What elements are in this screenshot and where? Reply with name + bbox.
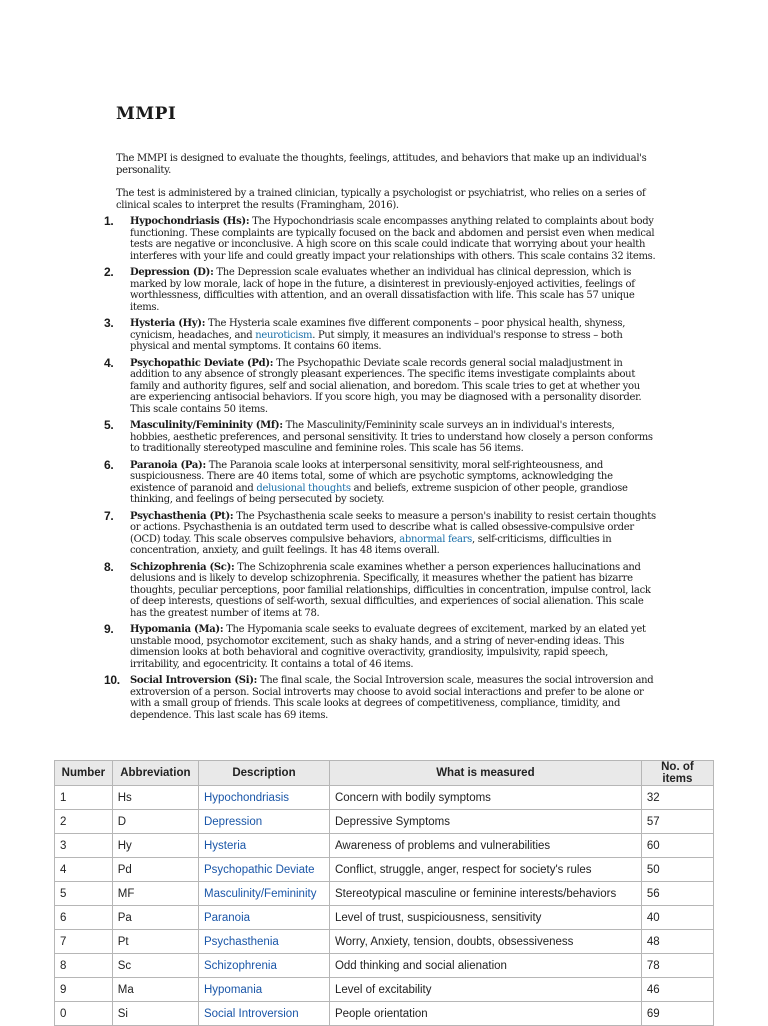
list-item-body <box>130 624 656 670</box>
list-item-body <box>130 562 656 620</box>
list-item <box>104 267 656 313</box>
cell-abbreviation: Hs <box>112 786 198 810</box>
cell-no-of-items: 48 <box>641 930 713 954</box>
cell-description[interactable]: Psychopathic Deviate <box>198 858 329 882</box>
scale-text: The Hysteria scale examines five different components – poor physical health, shyness, cynicism, headaches, and <box>130 318 626 341</box>
list-item-number: 4. <box>104 355 114 370</box>
scale-text: The Masculinity/Femininity scale surveys an in individual's interests, hobbies, aesthetic preferences, and personal sensitivity. It tries to understand how closely a person conforms to traditionally stereotyped masculine and feminine roles. This scale has 56 items. <box>130 420 653 454</box>
header-what-is-measured: What is measured <box>329 761 641 786</box>
cell-description[interactable]: Hypomania <box>198 978 329 1002</box>
cell-number: 2 <box>55 810 113 834</box>
cell-what-is-measured: Level of excitability <box>329 978 641 1002</box>
cell-description[interactable]: Depression <box>198 810 329 834</box>
scale-text: The Paranoia scale looks at interpersonal sensitivity, moral self-righteousness, and suspiciousness. There are 40 items total, some of which are psychotic symptoms, acknowledging the existence of paranoid and <box>130 459 613 494</box>
cell-description[interactable]: Schizophrenia <box>198 954 329 978</box>
cell-no-of-items: 69 <box>641 1002 713 1026</box>
scale-text: . Put simply, it measures an individual's response to stress – both physical and mental symptoms. It contains 60 items. <box>130 329 623 352</box>
cell-number: 6 <box>55 906 113 930</box>
header-number: Number <box>55 761 113 786</box>
scale-text: The Psychasthenia scale seeks to measure a person's inability to resist certain thoughts or actions. Psychasthenia is an outdated term used to describe what is called obsessive-compulsive order (OCD) today. This scale observes compulsive behaviors, <box>130 510 656 545</box>
cell-what-is-measured: Odd thinking and social alienation <box>329 954 641 978</box>
cell-what-is-measured: Concern with bodily symptoms <box>329 786 641 810</box>
cell-abbreviation: D <box>112 810 198 834</box>
list-item-body <box>130 675 656 721</box>
scale-name: Depression (D): <box>130 267 214 278</box>
table-row <box>55 786 714 810</box>
cell-number: 1 <box>55 786 113 810</box>
cell-abbreviation: Ma <box>112 978 198 1002</box>
cell-no-of-items: 60 <box>641 834 713 858</box>
list-item-number: 5. <box>104 418 114 432</box>
table-row <box>55 1002 714 1026</box>
cell-no-of-items: 50 <box>641 858 713 882</box>
cell-abbreviation: Pa <box>112 906 198 930</box>
list-item <box>104 508 656 557</box>
cell-number: 8 <box>55 954 113 978</box>
list-item-number: 10. <box>104 673 120 687</box>
table-header-row <box>55 761 714 786</box>
list-item-number: 2. <box>104 265 114 279</box>
intro-paragraph-2: The test is administered by a trained clinician, typically a psychologist or psychiatrist, who relies on a series of clinical scales to interpret the results (Framingham, 2016). <box>116 188 646 211</box>
table-row <box>55 810 714 834</box>
list-item-body <box>130 420 656 455</box>
cell-no-of-items: 56 <box>641 882 713 906</box>
scale-name: Hypomania (Ma): <box>130 624 224 635</box>
cell-number: 7 <box>55 930 113 954</box>
cell-number: 4 <box>55 858 113 882</box>
scale-list <box>104 216 656 726</box>
scale-name: Paranoia (Pa): <box>130 459 206 471</box>
scale-name: Hysteria (Hy): <box>130 318 206 329</box>
list-item-body <box>130 267 656 313</box>
scale-name: Psychasthenia (Pt): <box>130 510 234 522</box>
list-item-number: 7. <box>104 508 114 523</box>
cell-what-is-measured: Worry, Anxiety, tension, doubts, obsessiveness <box>329 930 641 954</box>
list-item-body <box>130 460 656 506</box>
cell-abbreviation: Sc <box>112 954 198 978</box>
cell-no-of-items: 78 <box>641 954 713 978</box>
cell-no-of-items: 46 <box>641 978 713 1002</box>
table-row <box>55 978 714 1002</box>
header-no-of-items: No. of items <box>641 761 713 786</box>
cell-what-is-measured: Stereotypical masculine or feminine interests/behaviors <box>329 882 641 906</box>
table-row <box>55 882 714 906</box>
list-item-number: 8. <box>104 559 114 574</box>
list-item-number: 6. <box>104 457 114 472</box>
table-row <box>55 930 714 954</box>
scale-text: The Schizophrenia scale examines whether a person experiences hallucinations and delusions and is likely to develop schizophrenia. Specifically, it measures whether the patient has bizarre thoughts, peculiar perceptions, poor familial relationships, difficulties in concentration, impulse control, lack of deep interests, questions of self-worth, sexual difficulties, and experiences of social alienation. This scale has the greatest number of items at 78. <box>130 561 651 619</box>
scale-name: Psychopathic Deviate (Pd): <box>130 357 274 369</box>
scale-link[interactable]: abnormal fears <box>399 533 472 545</box>
cell-description[interactable]: Social Introversion <box>198 1002 329 1026</box>
cell-what-is-measured: People orientation <box>329 1002 641 1026</box>
cell-number: 0 <box>55 1002 113 1026</box>
scale-text: and beliefs, extreme suspicion of other people, grandiose thinking, and feelings of being persecuted by society. <box>130 482 628 505</box>
scale-name: Masculinity/Femininity (Mf): <box>130 420 283 431</box>
list-item <box>104 559 656 620</box>
cell-description[interactable]: Masculinity/Femininity <box>198 882 329 906</box>
cell-description[interactable]: Paranoia <box>198 906 329 930</box>
scale-link[interactable]: neuroticism <box>255 329 313 341</box>
list-item <box>104 420 656 455</box>
cell-what-is-measured: Awareness of problems and vulnerabilities <box>329 834 641 858</box>
cell-abbreviation: MF <box>112 882 198 906</box>
scale-text: , self-criticisms, difficulties in concentration, anxiety, and guilt feelings. It has 48 items overall. <box>130 533 612 556</box>
cell-no-of-items: 57 <box>641 810 713 834</box>
scale-name: Hypochondriasis (Hs): <box>130 216 250 227</box>
list-item <box>104 457 656 506</box>
scale-link[interactable]: delusional thoughts <box>256 482 351 494</box>
list-item-body <box>130 511 656 557</box>
list-item <box>104 675 656 721</box>
cell-no-of-items: 40 <box>641 906 713 930</box>
list-item-body <box>130 216 656 262</box>
page-title: MMPI <box>116 104 177 124</box>
table-row <box>55 954 714 978</box>
table-row <box>55 906 714 930</box>
cell-no-of-items: 32 <box>641 786 713 810</box>
table-row <box>55 858 714 882</box>
scale-name: Schizophrenia (Sc): <box>130 561 235 573</box>
scale-name: Social Introversion (Si): <box>130 675 258 686</box>
list-item-body <box>130 358 656 416</box>
list-item-number: 3. <box>104 316 114 330</box>
cell-description[interactable]: Psychasthenia <box>198 930 329 954</box>
table-row <box>55 834 714 858</box>
list-item <box>104 355 656 416</box>
list-item-number: 1. <box>104 214 114 228</box>
list-item <box>104 216 656 262</box>
scale-text: The Depression scale evaluates whether an individual has clinical depression, which is marked by low morale, lack of hope in the future, a disinterest in previously-enjoyed activities, feelings of worthlessness, difficulties with attention, and an overall dissatisfaction with life. This scale has 57 unique items. <box>130 267 635 313</box>
cell-number: 3 <box>55 834 113 858</box>
cell-abbreviation: Pt <box>112 930 198 954</box>
list-item <box>104 318 656 353</box>
cell-number: 9 <box>55 978 113 1002</box>
cell-number: 5 <box>55 882 113 906</box>
scales-table <box>54 760 714 1026</box>
cell-what-is-measured: Level of trust, suspiciousness, sensitivity <box>329 906 641 930</box>
scale-text: The Hypochondriasis scale encompasses anything related to complaints about body functioning. These complaints are typically focused on the back and abdomen and persist even when medical tests are negative or inconclusive. A high score on this scale could indicate that worrying about your health interferes with your life and could greatly impact your relationships with others. This scale contains 32 items. <box>130 216 656 262</box>
cell-abbreviation: Si <box>112 1002 198 1026</box>
scale-text: The Psychopathic Deviate scale records general social maladjustment in addition to any absence of strongly pleasant experiences. The specific items investigate complaints about family and authority figures, self and social alienation, and boredom. This scale tries to get at whether you are experiencing antisocial behaviors. If you score high, you may be diagnosed with a personality disorder. This scale contains 50 items. <box>130 357 642 415</box>
cell-what-is-measured: Conflict, struggle, anger, respect for society's rules <box>329 858 641 882</box>
cell-description[interactable]: Hysteria <box>198 834 329 858</box>
list-item-number: 9. <box>104 622 114 636</box>
scale-text: The Hypomania scale seeks to evaluate degrees of excitement, marked by an elated yet unstable mood, psychomotor excitement, such as shaky hands, and a string of never-ending ideas. This dimension looks at both behavioral and cognitive overactivity, grandiosity, impulsivity, rapid speech, irritability, and egocentricity. It contains a total of 46 items. <box>130 624 646 670</box>
header-description: Description <box>198 761 329 786</box>
cell-what-is-measured: Depressive Symptoms <box>329 810 641 834</box>
intro-paragraph-1: The MMPI is designed to evaluate the thoughts, feelings, attitudes, and behaviors that make up an individual's personality. <box>116 153 647 176</box>
list-item-body <box>130 318 656 353</box>
cell-abbreviation: Hy <box>112 834 198 858</box>
list-item <box>104 624 656 670</box>
scale-text: The final scale, the Social Introversion scale, measures the social introversion and extroversion of a person. Social introverts may choose to avoid social interactions and prefer to be alone or with a small group of friends. This scale looks at degrees of competitiveness, compliance, timidity, and dependence. This last scale has 69 items. <box>130 675 654 721</box>
cell-abbreviation: Pd <box>112 858 198 882</box>
header-abbreviation: Abbreviation <box>112 761 198 786</box>
cell-description[interactable]: Hypochondriasis <box>198 786 329 810</box>
